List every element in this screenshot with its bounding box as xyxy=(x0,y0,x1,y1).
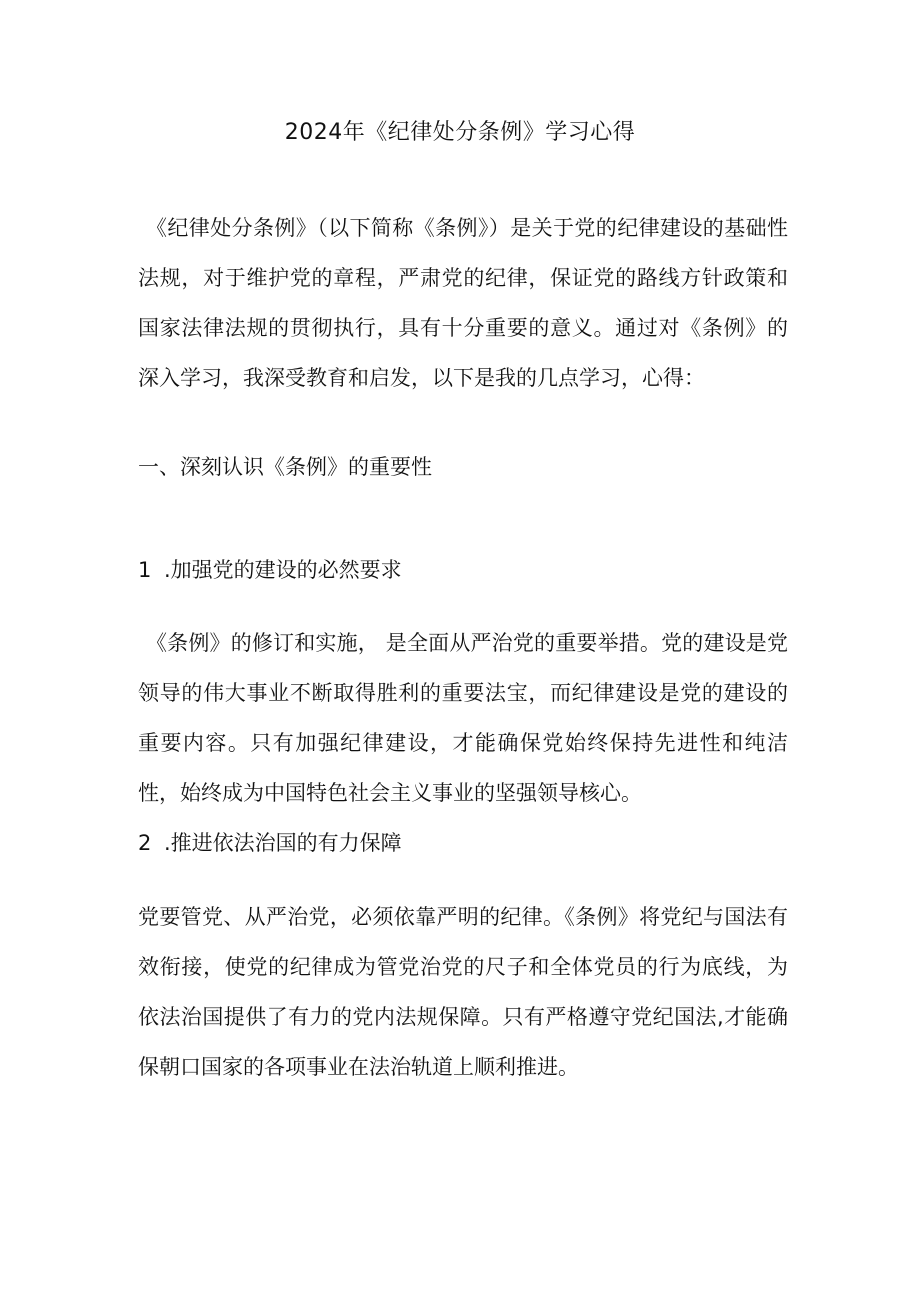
subsection-title: .推进依法治国的有力保障 xyxy=(164,831,402,855)
subsection-2-body: 党要管党、从严治党，必须依靠严明的纪律。《条例》将党纪与国法有效衔接，使党的纪律成为管党治党的尺子和全体党员的行为底线，为依法治国提供了有力的党内法规保障。只有严格遵守党纪国法,才能确保朝口国家的各项事业在法治轨道上顺利推进。 xyxy=(138,905,788,1079)
subsection-title: .加强党的建设的必然要求 xyxy=(164,558,402,582)
subsection-number: 1 xyxy=(138,558,152,582)
subsection-number: 2 xyxy=(138,831,152,855)
document-title: 2024年《纪律处分条例》学习心得 xyxy=(284,120,636,145)
subsection-heading-2 xyxy=(138,828,788,858)
subsection-1-body: 《条例》的修订和实施， 是全面从严治党的重要举措。党的建设是党领导的伟大事业不断取得胜利的重要法宝，而纪律建设是党的建设的重要内容。只有加强纪律建设，才能确保党始终保持先进性和纯洁性，始终成为中国特色社会主义事业的坚强领导核心。 xyxy=(138,631,788,805)
intro-paragraph: 《纪律处分条例》（以下简称《条例》）是关于党的纪律建设的基础性法规，对于维护党的章程，严肃党的纪律，保证党的路线方针政策和国家法律法规的贯彻执行，具有十分重要的意义。通过对《条例》的深入学习，我深受教育和启发，以下是我的几点学习，心得： xyxy=(138,216,788,390)
subsection-heading-1 xyxy=(138,555,788,585)
section-heading-1: 一、深刻认识《条例》的重要性 xyxy=(138,455,432,479)
